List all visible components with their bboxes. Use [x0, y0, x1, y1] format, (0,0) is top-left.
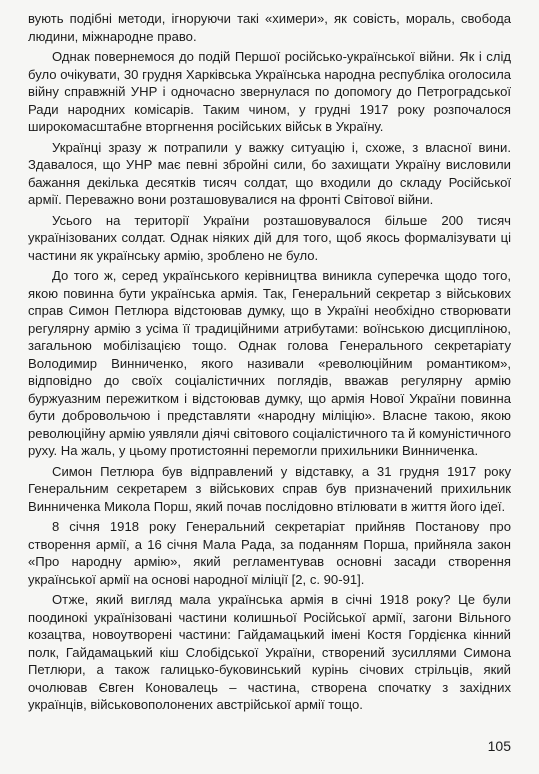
paragraph-8: Отже, який вигляд мала українська армія в січні 1918 року? Це були поодинокі українізовані частини колишньої Російської армії, загони Вільного козацтва, новоутворені частини: Гайдамацький імені Костя Гордієнка кінний полк, Гайдамацький кіш Слобідської України, створений зусиллями Симона Петлюри, а також галицько-буковинський курінь січових стрільців, який очолював Євген Коновалець – частина, створена спочатку з західних українців, військовополонених австрійської армії тощо. — [28, 592, 511, 712]
paragraph-7: 8 січня 1918 року Генеральний секретаріат прийняв Постанову про створення армії, а 16 січня Мала Рада, за поданням Порша, прийняла закон «Про народну армію», який регламентував основні засади створення української армії на основі народної міліції [2, с. 90-91]. — [28, 519, 511, 587]
page-number: 105 — [487, 738, 511, 754]
paragraph-4: Усього на території України розташовувалося більше 200 тисяч українізованих солдат. Однак ніяких дій для того, щоб якось формалізувати ці частини як українську армію, зроблено не було. — [28, 212, 511, 263]
paragraph-3: Українці зразу ж потрапили у важку ситуацію і, схоже, з власної вини. Здавалося, що УНР має певні збройні сили, бо захищати Україну висловили бажання декілька десятків тисяч солдат, що входили до складу Російської армії. Переважно вони розташовувалися на фронті Світової війни. — [28, 139, 511, 207]
paragraph-5: До того ж, серед українського керівництва виникла суперечка щодо того, якою повинна бути українська армія. Так, Генеральний секретар з військових справ Симон Петлюра відстоював думку, що в Україні необхідно створювати регулярну армію з усіма її традиційними атрибутами: воїнською дисципліною, загальною мобілізацією тощо. Однак голова Генерального секретаріату Володимир Винниченко, якого називали «революційним романтиком», відповідно до своїх соціалістичних поглядів, вважав регулярну армію буржуазним пережитком і відстоював думку, що армія Нової України повинна бути добровольчою і представляти «народну міліцію». Власне такою, якою революційну армію уявляли діячі світового соціалістичного та й комуністичного руху. На жаль, у цьому протистоянні перемогли прихильники Винниченка. — [28, 268, 511, 458]
paragraph-2: Однак повернемося до подій Першої російсько-української війни. Як і слід було очікувати, 30 грудня Харківська Українська народна республіка оголосила війну справжній УНР і одночасно звернулася по допомогу до Петроградської Ради народних комісарів. Таким чином, у грудні 1917 року розпочалося широкомасштабне вторгнення російських військ в Україну. — [28, 49, 511, 134]
paragraph-6: Симон Петлюра був відправлений у відставку, а 31 грудня 1917 року Генеральним секретарем з військових справ був призначений прихильник Винниченка Микола Порш, який почав послідовно втілювати в життя його ідеї. — [28, 463, 511, 514]
paragraph-1: вують подібні методи, ігноруючи такі «химери», як совість, мораль, свобода людини, міжнародне право. — [28, 11, 511, 44]
body-text — [28, 10, 511, 717]
